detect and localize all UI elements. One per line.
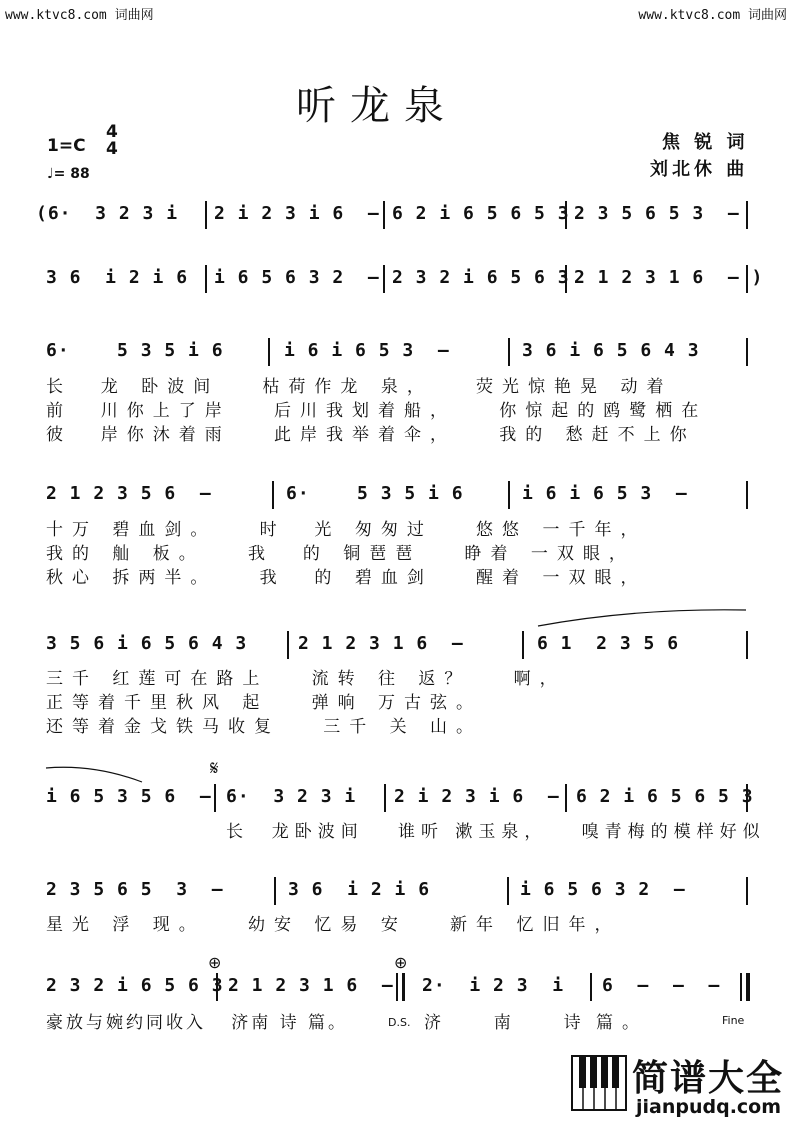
coda-icon: ⊕ bbox=[394, 953, 408, 972]
fine-marking: Fine bbox=[722, 1014, 745, 1027]
barline bbox=[590, 973, 592, 1001]
barline bbox=[508, 338, 510, 366]
page-title: 听龙泉 bbox=[296, 83, 458, 129]
time-signature bbox=[106, 124, 118, 158]
measure: 2 i 2 3 i 6 – bbox=[214, 203, 380, 224]
header-left: www.ktvc8.com 词曲网 bbox=[5, 8, 154, 23]
measure: 3 6 i 6 5 6 4 3 bbox=[522, 340, 700, 361]
barline bbox=[214, 784, 216, 812]
measure: i 6 5 3 5 6 – bbox=[46, 786, 212, 807]
header-right: www.ktvc8.com 词曲网 bbox=[638, 8, 787, 23]
barline bbox=[565, 265, 567, 293]
barline bbox=[216, 973, 218, 1001]
piano-keys-icon bbox=[571, 1052, 627, 1112]
time-sig-bottom: 4 bbox=[106, 139, 118, 159]
barline bbox=[746, 201, 748, 229]
barline bbox=[746, 265, 748, 293]
barline bbox=[205, 201, 207, 229]
barline bbox=[746, 631, 748, 659]
measure: 2 1 2 3 5 6 – bbox=[46, 483, 212, 504]
coda-icon: ⊕ bbox=[208, 953, 222, 972]
measure: 2 3 2 i 6 5 6 3 bbox=[46, 975, 224, 996]
measure: 6 1 2 3 5 6 bbox=[537, 633, 680, 654]
lyric-verse-1: 篇。 bbox=[596, 1013, 648, 1033]
segno-icon: 𝄋 bbox=[210, 756, 219, 780]
measure: 2· i 2 3 i bbox=[422, 975, 565, 996]
measure: 2 1 2 3 1 6 – bbox=[298, 633, 464, 654]
lyric-verse-1: 十万 碧血剑。 时 光 匆匆过 悠悠 一千年， bbox=[46, 520, 647, 540]
barline bbox=[565, 201, 567, 229]
measure: i 6 5 6 3 2 – bbox=[214, 267, 380, 288]
measure: 2 1 2 3 1 6 – ) bbox=[574, 267, 764, 288]
lyricist-credit: 焦 锐 词 bbox=[662, 132, 749, 153]
measure: 6 2 i 6 5 6 5 3 bbox=[576, 786, 754, 807]
lyric-verse-3: 秋心 拆两半。 我 的 碧血剑 醒着 一双眼， bbox=[46, 568, 647, 588]
quarter-note-icon: ♩ bbox=[47, 166, 54, 182]
measure: 2 1 2 3 1 6 – bbox=[228, 975, 394, 996]
barline bbox=[746, 481, 748, 509]
measure: 6· 5 3 5 i 6 bbox=[46, 340, 224, 361]
lyric-verse-2: 正等着千里秋风 起 弹响 万古弦。 bbox=[46, 693, 483, 713]
measure: 3 6 i 2 i 6 bbox=[46, 267, 189, 288]
measure: 3 6 i 2 i 6 bbox=[288, 879, 431, 900]
barline bbox=[384, 784, 386, 812]
key-signature: 1=C bbox=[47, 136, 86, 156]
tie-arc bbox=[44, 762, 144, 784]
measure: 2 3 2 i 6 5 6 3 bbox=[392, 267, 570, 288]
measure: (6· 3 2 3 i bbox=[36, 203, 179, 224]
barline bbox=[383, 201, 385, 229]
barline bbox=[287, 631, 289, 659]
barline bbox=[746, 877, 748, 905]
composer-credit: 刘北休 曲 bbox=[650, 159, 749, 180]
watermark-title: 简谱大全 bbox=[632, 1058, 785, 1099]
barline bbox=[402, 973, 405, 1001]
time-sig-top: 4 bbox=[106, 122, 118, 142]
watermark-url: jianpudq.com bbox=[636, 1096, 782, 1118]
measure: 6 2 i 6 5 6 5 3 bbox=[392, 203, 570, 224]
lyric-verse-2: 前 川你上了岸 后川我划着船， 你惊起的鸥鹭栖在 bbox=[46, 401, 708, 421]
ds-marking: D.S. bbox=[388, 1016, 411, 1029]
measure: i 6 5 6 3 2 – bbox=[520, 879, 686, 900]
barline bbox=[508, 481, 510, 509]
barline bbox=[565, 784, 567, 812]
barline bbox=[396, 973, 398, 1001]
lyric-verse-2: 我的 舢 板。 我 的 铜琶琶 睁着 一双眼， bbox=[46, 544, 635, 564]
lyric-verse-1: 长 龙 卧波间 枯荷作龙 泉， 荧光惊艳晃 动着 bbox=[46, 377, 673, 397]
lyric-verse-1: 豪放与婉约同收入 济南 诗 篇。 bbox=[46, 1013, 349, 1033]
tempo-value: = 88 bbox=[53, 166, 90, 182]
lyric-verse-1: 济 南 诗 bbox=[424, 1013, 595, 1033]
barline bbox=[274, 877, 276, 905]
lyric-verse-1: 长 龙卧波间 谁听 漱玉泉， 嗅青梅的模样好似 bbox=[226, 822, 766, 842]
barline bbox=[746, 784, 748, 812]
measure: 6· 5 3 5 i 6 bbox=[286, 483, 464, 504]
barline bbox=[272, 481, 274, 509]
tempo-marking bbox=[47, 166, 90, 182]
barline bbox=[383, 265, 385, 293]
barline bbox=[268, 338, 270, 366]
barline bbox=[746, 973, 750, 1001]
measure: i 6 i 6 5 3 – bbox=[284, 340, 450, 361]
measure: 2 3 5 6 5 3 – bbox=[46, 879, 224, 900]
measure: 3 5 6 i 6 5 6 4 3 bbox=[46, 633, 248, 654]
tie-arc bbox=[536, 606, 748, 628]
measure: 2 i 2 3 i 6 – bbox=[394, 786, 560, 807]
barline bbox=[205, 265, 207, 293]
lyric-verse-3: 还等着金戈铁马收复 三千 关 山。 bbox=[46, 717, 483, 737]
lyric-verse-1: 三千 红莲可在路上 流转 往 返？ 啊， bbox=[46, 669, 566, 689]
measure: 6 – – – bbox=[602, 975, 721, 996]
measure: 2 3 5 6 5 3 – bbox=[574, 203, 740, 224]
measure: 6· 3 2 3 i bbox=[226, 786, 357, 807]
barline bbox=[746, 338, 748, 366]
barline bbox=[522, 631, 524, 659]
lyric-verse-3: 彼 岸你沐着雨 此岸我举着伞， 我的 愁赶不上你 bbox=[46, 425, 696, 445]
barline bbox=[507, 877, 509, 905]
barline bbox=[740, 973, 742, 1001]
measure: i 6 i 6 5 3 – bbox=[522, 483, 688, 504]
lyric-verse-1: 星光 浮 现。 幼安 忆易 安 新年 忆旧年， bbox=[46, 915, 621, 935]
